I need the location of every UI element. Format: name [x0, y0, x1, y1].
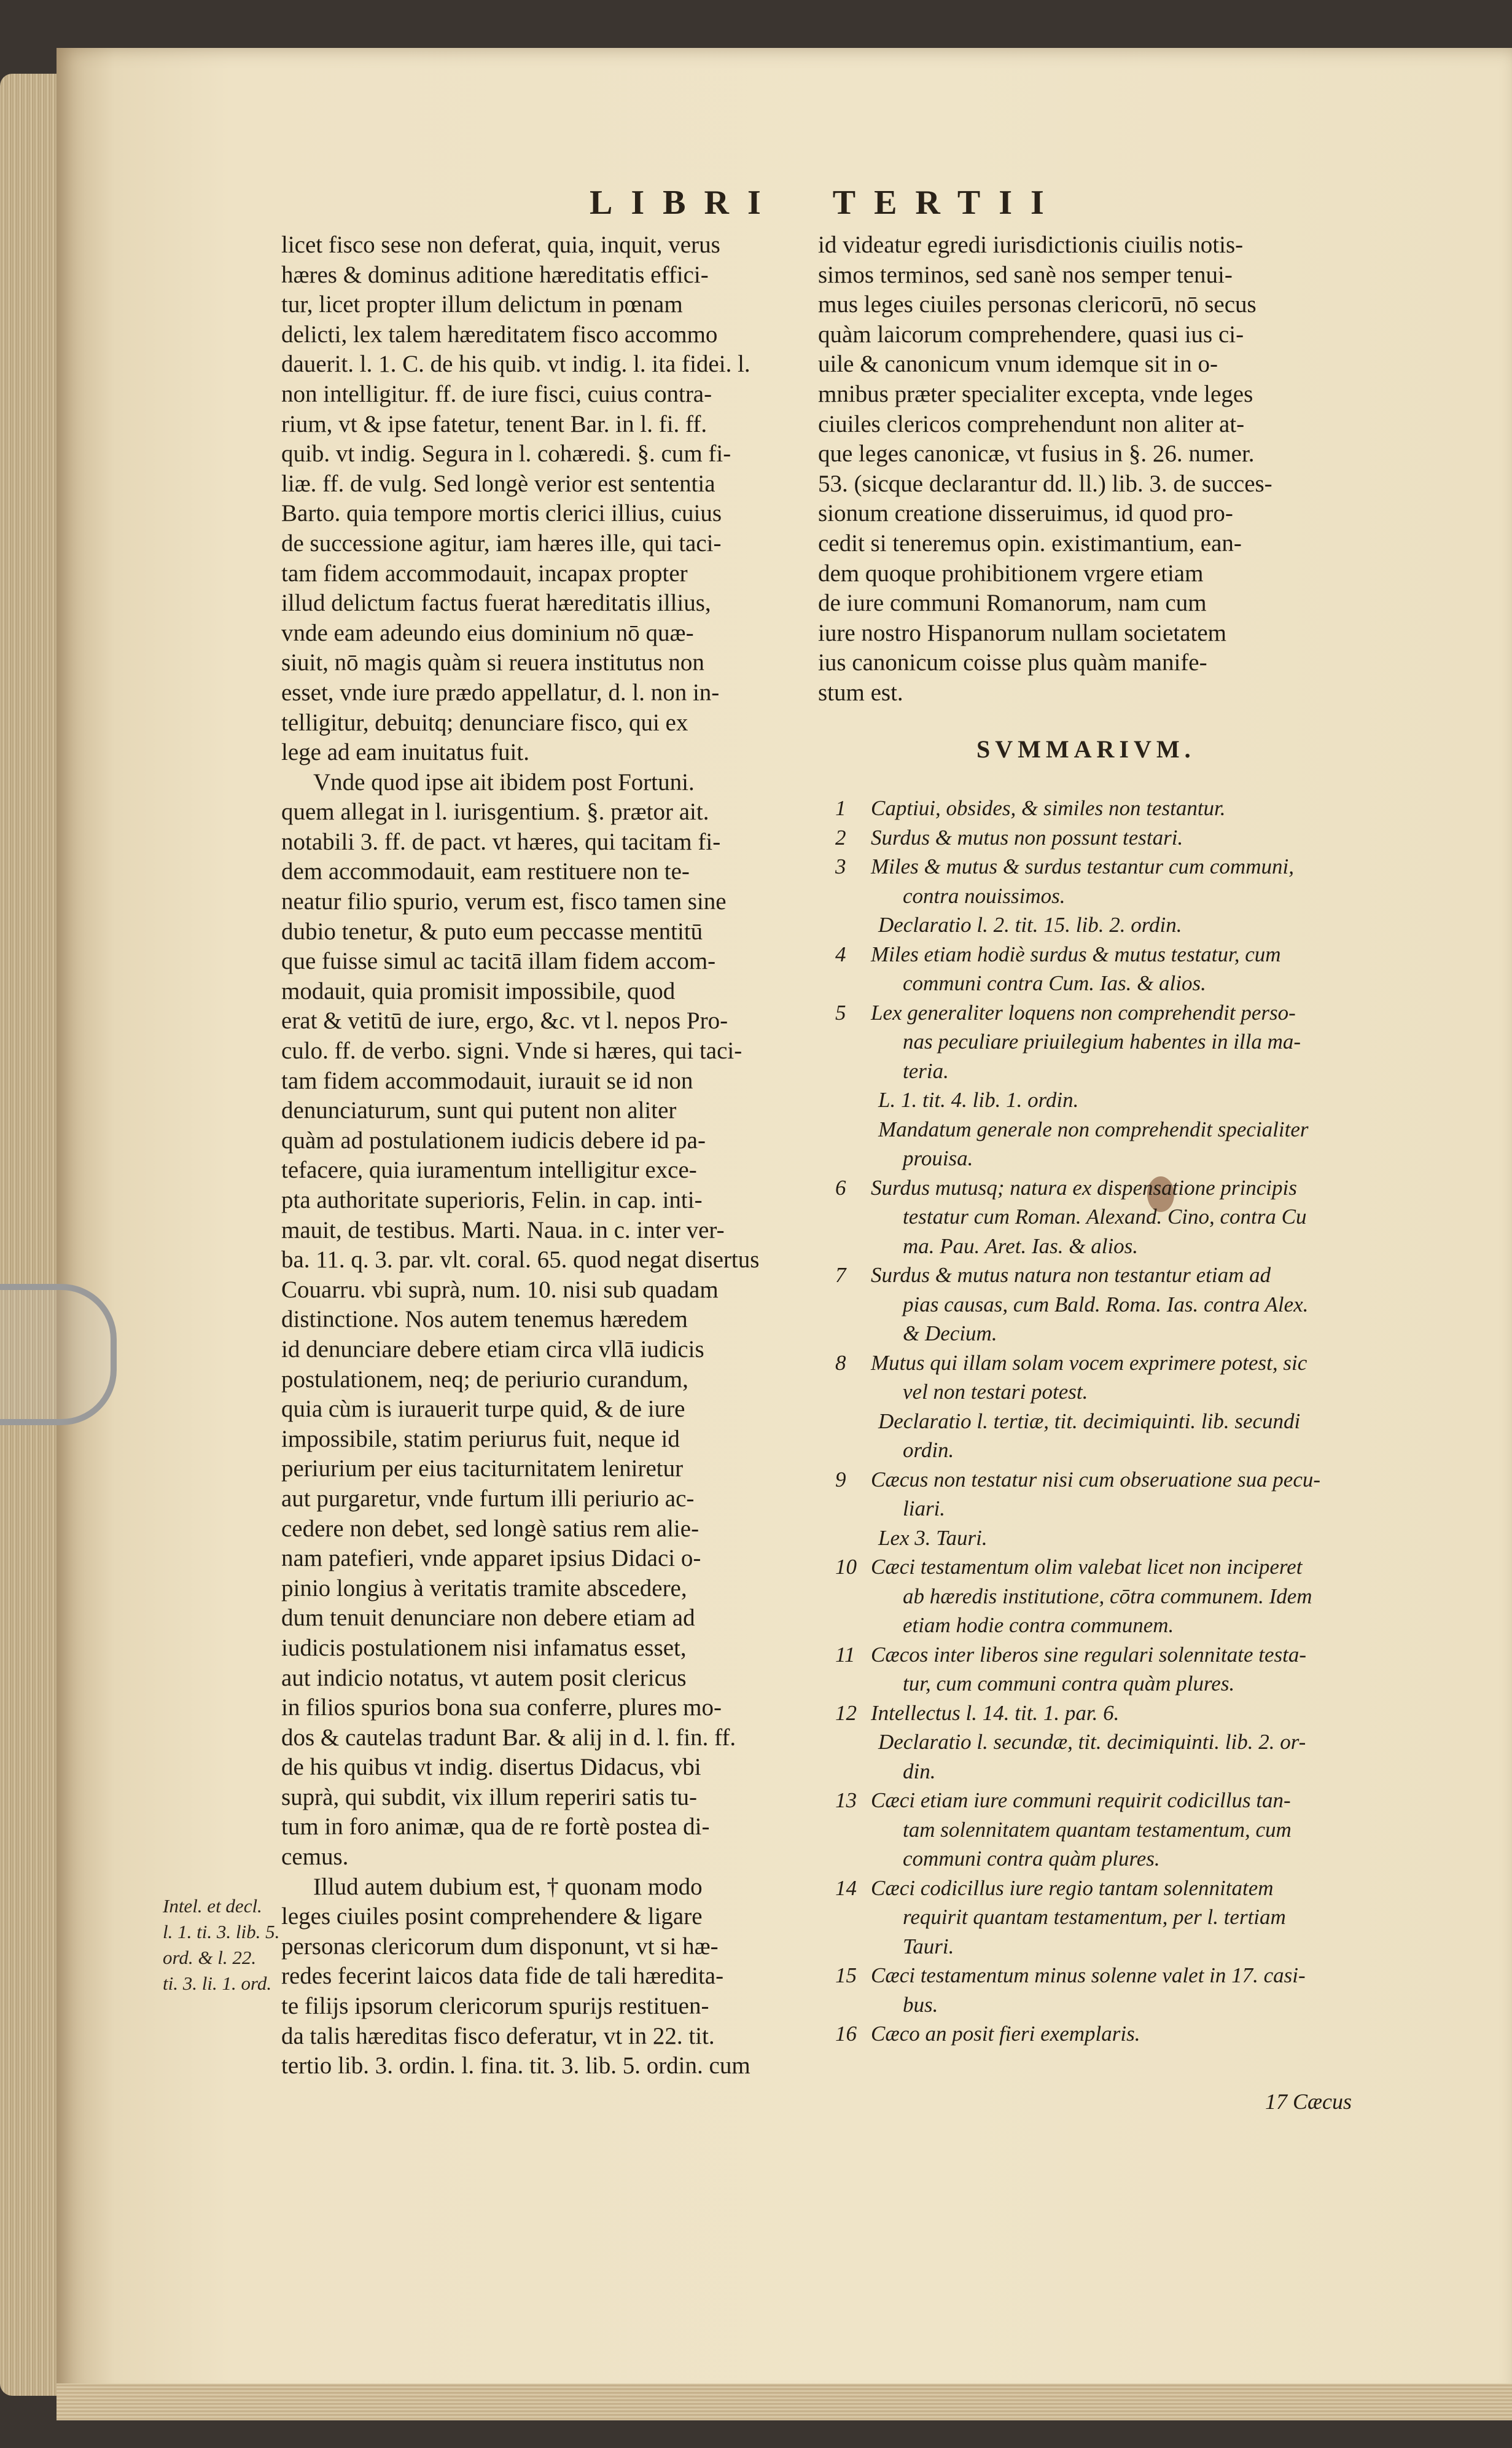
text-line: ti. 3. li. 1. ord.	[163, 1973, 272, 1994]
summary-item-number: 13	[835, 1788, 857, 1812]
text-line: hæres & dominus aditione hæreditatis effici-	[281, 261, 709, 288]
summary-item-line: etiam hodie contra communem.	[903, 1613, 1174, 1637]
summary-item-line: nas peculiare priuilegium habentes in illa ma-	[903, 1030, 1301, 1054]
summary-list	[835, 794, 1363, 2049]
summary-item-line: Cæcus non testatur nisi cum obseruatione sua pecu-	[871, 1467, 1321, 1492]
text-line: quàm laicorum comprehendere, quasi ius ci-	[818, 321, 1244, 348]
text-line: redes fecerint laicos data fide de tali hæredita-	[281, 1963, 724, 1990]
text-line: pinio longius à veritatis tramite abscedere,	[281, 1574, 687, 1601]
text-line: illud delictum factus fuerat hæreditatis illius,	[281, 590, 711, 617]
text-line: dubio tenetur, & puto eum peccasse mentitū	[281, 918, 703, 945]
summary-item-number: 5	[835, 1000, 846, 1025]
summary-item-number: 15	[835, 1963, 857, 1987]
left-column	[281, 230, 809, 2081]
text-line: iudicis postulationem nisi infamatus esset,	[281, 1634, 687, 1661]
book-bottom-edges	[57, 2383, 1512, 2420]
summary-item-line: teria.	[903, 1058, 949, 1083]
text-line: licet fisco sese non deferat, quia, inquit, verus	[281, 232, 720, 258]
summary-item-line: tam solennitatem quantam testamentum, cum	[903, 1817, 1292, 1842]
summary-item-line: Lex generaliter loquens non comprehendit perso-	[871, 1000, 1296, 1025]
text-line: cedere non debet, sed longè satius rem alie-	[281, 1515, 699, 1542]
text-line: quàm ad postulationem iudicis debere id pa-	[281, 1127, 706, 1154]
summary-item-line: din.	[903, 1759, 936, 1783]
text-line: id videatur egredi iurisdictionis ciuilis notis-	[818, 232, 1244, 258]
text-line: Barto. quia tempore mortis clerici illius, cuius	[281, 500, 722, 527]
text-line: cedit si teneremus opin. existimantium, ean-	[818, 530, 1242, 557]
summary-item-line: Surdus & mutus non possunt testari.	[871, 825, 1183, 850]
summary-item-line: & Decium.	[903, 1321, 997, 1345]
text-line: pta authoritate superioris, Felin. in cap. inti-	[281, 1187, 703, 1213]
summary-item-number: 12	[835, 1700, 857, 1725]
text-line: tefacere, quia iuramentum intelligitur exce-	[281, 1157, 697, 1184]
text-line: aut purgaretur, vnde furtum illi periurio ac-	[281, 1485, 695, 1512]
summary-item-line: ab hæredis institutione, cōtra communem. Idem	[903, 1584, 1312, 1608]
text-line: dem quoque prohibitionem vrgere etiam	[818, 560, 1204, 587]
text-line: dum tenuit denunciare non debere etiam ad	[281, 1605, 695, 1632]
summary-item-line: prouisa.	[903, 1146, 973, 1170]
summary-item-line: Cæci etiam iure communi requirit codicillus tan-	[871, 1788, 1291, 1812]
summary-item	[835, 1523, 1363, 1553]
text-line: vnde eam adeundo eius dominium nō quæ-	[281, 619, 694, 646]
text-line: periurium per eius taciturnitatem leniretur	[281, 1455, 684, 1482]
text-line: distinctione. Nos autem tenemus hæredem	[281, 1306, 688, 1333]
text-line: mus leges ciuiles personas clericorū, nō secus	[818, 291, 1257, 318]
summary-item	[835, 940, 1363, 998]
text-line: te filijs ipsorum clericorum spurijs restituen-	[281, 1993, 709, 2020]
text-line: esset, vnde iure prædo appellatur, d. l. non in-	[281, 679, 720, 706]
text-line: dem accommodauit, eam restituere non te-	[281, 858, 690, 885]
summary-item-number: 9	[835, 1467, 846, 1492]
text-line: quem allegat in l. iurisgentium. §. prætor ait.	[281, 799, 709, 826]
text-line: denunciaturum, sunt qui putent non aliter	[281, 1097, 677, 1124]
text-line: l. 1. ti. 3. lib. 5.	[163, 1921, 280, 1942]
text-line: impossibile, statim periurus fuit, neque id	[281, 1425, 680, 1452]
text-line: neatur filio spurio, verum est, fisco tamen sine	[281, 888, 727, 915]
summary-item	[835, 1261, 1363, 1348]
summary-item	[835, 1348, 1363, 1407]
text-line: quia cùm is iurauerit turpe quid, & de iure	[281, 1396, 685, 1423]
summary-item-line: Intellectus l. 14. tit. 1. par. 6.	[871, 1700, 1120, 1725]
text-line: cemus.	[281, 1844, 349, 1871]
summary-item-line: communi contra Cum. Ias. & alios.	[903, 971, 1206, 995]
summary-item-line: Declaratio l. tertiæ, tit. decimiquinti. lib. secundi	[878, 1409, 1301, 1433]
text-line: tam fidem accommodauit, iurauit se id non	[281, 1067, 693, 1094]
summary-item-line: pias causas, cum Bald. Roma. Ias. contra Alex.	[903, 1292, 1309, 1316]
page-clip	[0, 1284, 117, 1425]
summary-item-line: Surdus & mutus natura non testantur etiam ad	[871, 1263, 1271, 1287]
summary-item-line: ordin.	[903, 1438, 954, 1462]
text-line: mauit, de testibus. Marti. Naua. in c. inter ver-	[281, 1216, 725, 1243]
summary-item	[835, 852, 1363, 910]
text-line: leges ciuiles posint comprehendere & ligare	[281, 1903, 703, 1930]
text-line: culo. ff. de verbo. signi. Vnde si hæres, qui taci-	[281, 1038, 742, 1065]
text-line: simos terminos, sed sanè nos semper tenui-	[818, 261, 1233, 288]
summary-item	[835, 1786, 1363, 1874]
text-line: quib. vt indig. Segura in l. cohæredi. §. cum fi-	[281, 440, 731, 467]
summary-item	[835, 1115, 1363, 1173]
summary-item	[835, 1640, 1363, 1699]
text-line: ciuiles clericos comprehendunt non aliter at-	[818, 410, 1245, 437]
text-line: siuit, nō magis quàm si reuera institutus non	[281, 649, 704, 676]
summary-item-number: 10	[835, 1555, 857, 1579]
text-line: aut indicio notatus, vt autem posit clericus	[281, 1664, 687, 1691]
running-head: LIBRI TERTII	[590, 184, 1062, 222]
summary-item	[835, 1961, 1363, 2019]
right-column	[818, 230, 1352, 708]
summary-item	[835, 998, 1363, 1086]
summary-item-line: Miles etiam hodiè surdus & mutus testatur, cum	[871, 942, 1281, 966]
text-line: de his quibus vt indig. disertus Didacus, vbi	[281, 1754, 701, 1781]
text-line: dos & cautelas tradunt Bar. & alij in d. l. fin. ff.	[281, 1724, 736, 1751]
summary-item	[835, 1465, 1363, 1523]
summary-item-line: communi contra quàm plures.	[903, 1847, 1160, 1871]
text-line: modauit, quia promisit impossibile, quod	[281, 977, 676, 1004]
text-line: tam fidem accommodauit, incapax propter	[281, 560, 688, 587]
summary-item-number: 3	[835, 854, 846, 878]
text-line: postulationem, neq; de periurio curandum,	[281, 1366, 688, 1393]
summary-item-number: 8	[835, 1350, 846, 1375]
text-line: id denunciare debere etiam circa vllā iudicis	[281, 1335, 704, 1363]
summary-item-line: Cæcos inter liberos sine regulari solennitate testa-	[871, 1642, 1307, 1667]
summary-item	[835, 2019, 1363, 2049]
summary-item-number: 7	[835, 1263, 846, 1287]
text-line: ius canonicum coisse plus quàm manife-	[818, 649, 1207, 676]
summary-item-number: 4	[835, 942, 846, 966]
text-line: non intelligitur. ff. de iure fisci, cuius contra-	[281, 380, 712, 407]
summary-item	[835, 1699, 1363, 1728]
summary-item-line: tur, cum communi contra quàm plures.	[903, 1672, 1235, 1695]
summary-item-number: 6	[835, 1175, 846, 1200]
text-line: de iure communi Romanorum, nam cum	[818, 590, 1207, 617]
summary-item	[835, 1173, 1363, 1261]
margin-note	[163, 1893, 286, 1996]
text-line: Couarru. vbi suprà, num. 10. nisi sub quadam	[281, 1276, 719, 1303]
text-line: liæ. ff. de vulg. Sed longè verior est sententia	[281, 470, 715, 497]
catchword: 17 Cæcus	[1265, 2089, 1352, 2114]
text-line: tum in foro animæ, qua de re fortè postea di-	[281, 1813, 710, 1840]
summary-item-line: requirit quantam testamentum, per l. tertiam	[903, 1905, 1286, 1929]
summary-item	[835, 910, 1363, 940]
text-line: notabili 3. ff. de pact. vt hæres, qui tacitam fi-	[281, 828, 721, 855]
text-line: 53. (sicque declarantur dd. ll.) lib. 3. de succes-	[818, 470, 1272, 497]
text-line: uile & canonicum vnum idemque sit in o-	[818, 351, 1218, 378]
book-page-edges	[0, 74, 64, 2396]
text-line: suprà, qui subdit, vix illum reperiri satis tu-	[281, 1783, 697, 1810]
summary-title: SVMMARIVM.	[976, 735, 1196, 763]
text-line: Illud autem dubium est, † quonam modo	[313, 1873, 703, 1900]
summary-item-line: contra nouissimos.	[903, 883, 1066, 908]
summary-item-number: 1	[835, 796, 846, 820]
summary-item	[835, 823, 1363, 853]
summary-item	[835, 1085, 1363, 1115]
summary-item	[835, 1727, 1363, 1786]
text-line: de successione agitur, iam hæres ille, qui taci-	[281, 530, 722, 557]
summary-item-line: liari.	[903, 1496, 946, 1520]
summary-item-line: Cæco an posit fieri exemplaris.	[871, 2022, 1140, 2046]
summary-item-line: L. 1. tit. 4. lib. 1. ordin.	[878, 1088, 1079, 1112]
text-line: que leges canonicæ, vt fusius in §. 26. numer.	[818, 440, 1255, 467]
text-line: ba. 11. q. 3. par. vlt. coral. 65. quod negat disertus	[281, 1246, 760, 1273]
text-line: ord. & l. 22.	[163, 1947, 257, 1968]
summary-item-line: testatur cum Roman. Alexand. Cino, contra Cu	[903, 1205, 1307, 1229]
summary-item-line: Cæci testamentum olim valebat licet non inciperet	[871, 1555, 1303, 1579]
summary-item-line: Captiui, obsides, & similes non testantur.	[871, 796, 1226, 820]
summary-item-number: 11	[835, 1642, 855, 1667]
summary-item-line: ma. Pau. Aret. Ias. & alios.	[903, 1234, 1139, 1258]
text-line: lege ad eam inuitatus fuit.	[281, 739, 529, 766]
summary-item-number: 16	[835, 2022, 857, 2046]
summary-item-line: bus.	[903, 1992, 938, 2017]
text-line: da talis hæreditas fisco deferatur, vt in 22. tit.	[281, 2022, 715, 2049]
text-line: iure nostro Hispanorum nullam societatem	[818, 619, 1227, 646]
summary-item-number: 2	[835, 825, 846, 850]
text-line: telligitur, debuitq; denunciare fisco, qui ex	[281, 709, 688, 736]
text-line: stum est.	[818, 679, 903, 706]
summary-item	[835, 794, 1363, 823]
text-line: tertio lib. 3. ordin. l. fina. tit. 3. lib. 5. ordin. cum	[281, 2052, 750, 2079]
text-line: que fuisse simul ac tacitā illam fidem accom-	[281, 948, 716, 975]
summary-item-line: Declaratio l. secundæ, tit. decimiquinti. lib. 2. or-	[878, 1730, 1306, 1754]
summary-item-line: Declaratio l. 2. tit. 15. lib. 2. ordin.	[878, 913, 1182, 937]
summary-item-line: Mandatum generale non comprehendit specialiter	[878, 1117, 1309, 1141]
text-line: in filios spurios bona sua conferre, plures mo-	[281, 1694, 722, 1721]
text-line: personas clericorum dum disponunt, vt si hæ-	[281, 1933, 719, 1960]
summary-item-line: Miles & mutus & surdus testantur cum communi,	[871, 854, 1294, 878]
summary-item-line: Tauri.	[903, 1934, 954, 1958]
summary-item-line: Mutus qui illam solam vocem exprimere potest, sic	[871, 1350, 1307, 1375]
text-line: erat & vetitū de iure, ergo, &c. vt l. nepos Pro-	[281, 1007, 728, 1034]
text-line: delicti, lex talem hæreditatem fisco accommo	[281, 321, 718, 348]
text-line: nam patefieri, vnde apparet ipsius Didaci o-	[281, 1545, 701, 1572]
summary-item-line: vel non testari potest.	[903, 1380, 1088, 1404]
text-line: Intel. et decl.	[163, 1895, 262, 1917]
text-line: Vnde quod ipse ait ibidem post Fortuni.	[313, 768, 695, 796]
summary-item-line: Cæci testamentum minus solenne valet in 17. casi-	[871, 1963, 1306, 1987]
summary-item-line: Cæci codicillus iure regio tantam solennitatem	[871, 1875, 1274, 1900]
text-line: dauerit. l. 1. C. de his quib. vt indig. l. ita fidei. l.	[281, 351, 750, 378]
summary-item	[835, 1874, 1363, 1961]
text-line: mnibus præter specialiter excepta, vnde leges	[818, 380, 1253, 407]
summary-item-line: Lex 3. Tauri.	[878, 1525, 988, 1550]
summary-item-line: Surdus mutusq; natura ex dispensatione principis	[871, 1175, 1297, 1200]
text-line: rium, vt & ipse fatetur, tenent Bar. in l. fi. ff.	[281, 410, 707, 437]
summary-item-number: 14	[835, 1875, 857, 1900]
text-line: tur, licet propter illum delictum in pœnam	[281, 291, 683, 318]
text-line: sionum creatione disseruimus, id quod pro-	[818, 500, 1233, 527]
summary-item	[835, 1407, 1363, 1465]
summary-item	[835, 1552, 1363, 1640]
